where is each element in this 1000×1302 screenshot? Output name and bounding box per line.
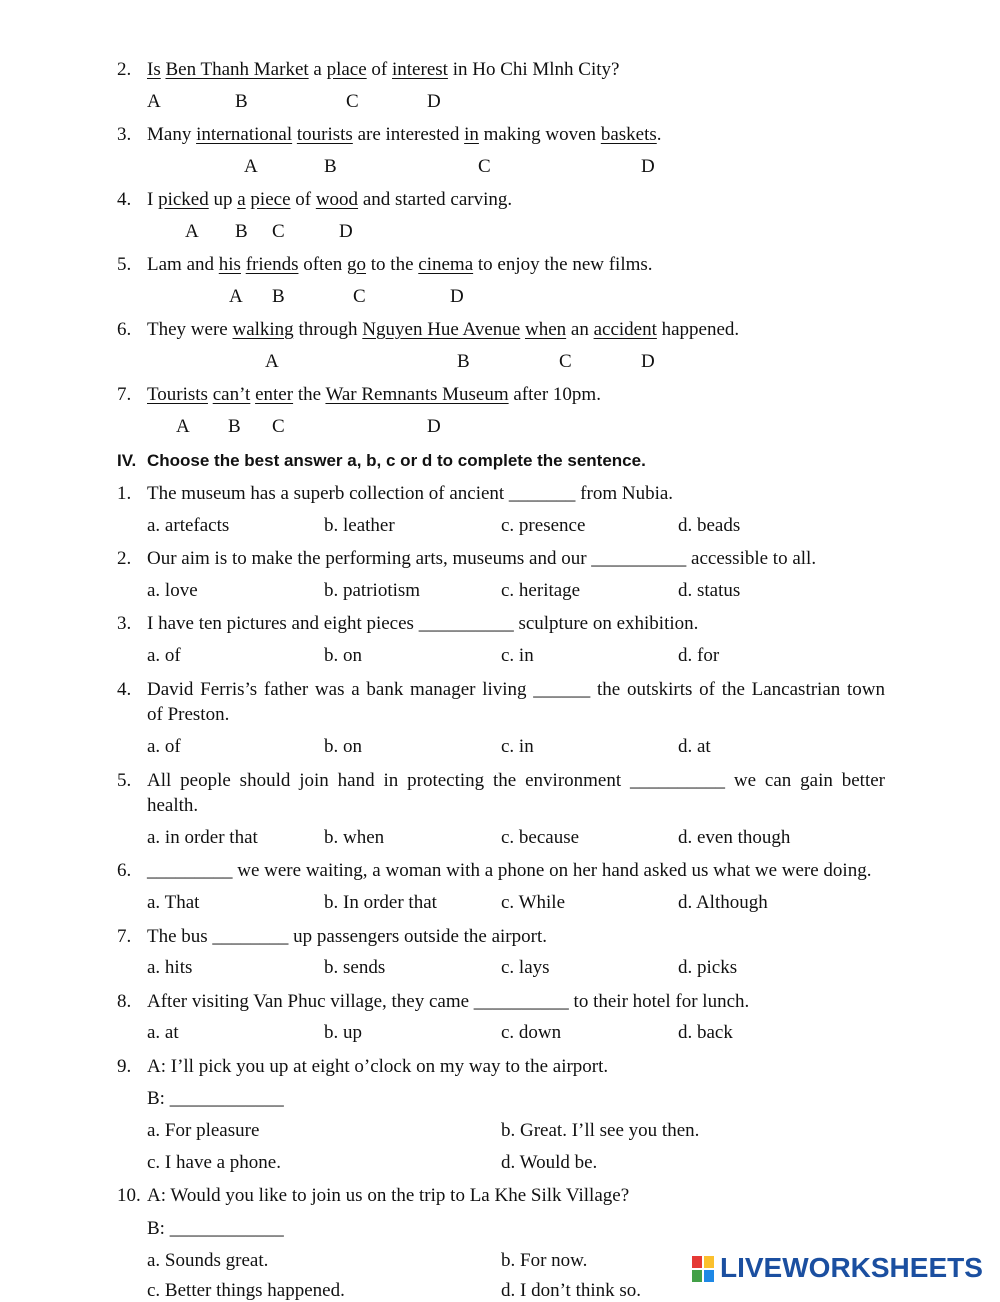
underlined-segment: when <box>524 319 567 340</box>
logo-square <box>704 1256 714 1268</box>
underlined-segment: can’t <box>212 384 251 405</box>
option-b[interactable]: b. In order that <box>324 892 437 913</box>
option-letter: A <box>229 286 243 307</box>
option-a[interactable]: a. hits <box>147 957 193 978</box>
option-a[interactable]: a. in order that <box>147 827 258 848</box>
underlined-segment: place <box>326 59 367 80</box>
s3-sentence <box>147 123 662 147</box>
option-letter: C <box>346 91 359 112</box>
s3-sentence <box>147 253 653 277</box>
option-letter: D <box>450 286 464 307</box>
section4-heading: IV. Choose the best answer a, b, c or d to complete the sentence. <box>117 451 646 470</box>
option-d[interactable]: d. for <box>678 645 720 666</box>
option-letter: C <box>353 286 366 307</box>
option-a[interactable]: a. That <box>147 892 200 913</box>
text-segment: making woven <box>478 124 601 145</box>
reply-blank[interactable]: B: ____________ <box>147 1088 284 1109</box>
option-d[interactable]: d. picks <box>678 957 738 978</box>
underlined-segment: piece <box>250 189 291 210</box>
option-letter: D <box>339 221 353 242</box>
s3-sentence <box>147 318 739 342</box>
option-c[interactable]: c. in <box>501 736 534 757</box>
underlined-segment: Nguyen Hue Avenue <box>362 319 521 340</box>
option-c[interactable]: c. heritage <box>501 580 581 601</box>
text-segment: the <box>293 384 326 405</box>
option-letter: B <box>235 221 248 242</box>
option-letter: D <box>427 416 441 437</box>
option-a[interactable]: a. of <box>147 736 181 757</box>
option-a[interactable]: a. Sounds great. <box>147 1250 269 1271</box>
option-letter: B <box>235 91 248 112</box>
text-segment: Many <box>147 124 197 145</box>
text-segment: Lam and <box>147 254 219 275</box>
logo-text: LIVEWORKSHEETS <box>720 1252 983 1283</box>
option-letter: C <box>272 416 285 437</box>
s3-sentence <box>147 188 512 212</box>
option-letter: C <box>559 351 572 372</box>
underlined-segment: a <box>237 189 246 210</box>
option-a[interactable]: a. love <box>147 580 198 601</box>
text-segment: a <box>308 59 327 80</box>
underlined-segment: his <box>218 254 241 275</box>
option-d[interactable]: d. status <box>678 580 741 601</box>
option-letter: A <box>176 416 190 437</box>
option-a[interactable]: a. artefacts <box>147 515 230 536</box>
liveworksheets-logo <box>692 1252 983 1284</box>
text-segment: after 10pm. <box>508 384 601 405</box>
underlined-segment: tourists <box>296 124 353 145</box>
option-letter: A <box>265 351 279 372</box>
option-d[interactable]: d. Although <box>678 892 768 913</box>
option-d[interactable]: d. beads <box>678 515 741 536</box>
underlined-segment: friends <box>245 254 299 275</box>
option-b[interactable]: b. on <box>324 736 362 757</box>
underlined-segment: War Remnants Museum <box>325 384 509 405</box>
text-segment: of <box>366 59 392 80</box>
underlined-segment: walking <box>232 319 294 340</box>
underlined-segment: wood <box>315 189 359 210</box>
s3-sentence <box>147 383 601 407</box>
text-segment: through <box>293 319 363 340</box>
s3-sentence <box>147 58 619 82</box>
text-segment: in Ho Chi Mlnh City? <box>447 59 620 80</box>
option-c[interactable]: c. in <box>501 645 534 666</box>
option-b[interactable]: b. leather <box>324 515 395 536</box>
text-segment: to the <box>366 254 419 275</box>
text-segment: and started carving. <box>358 189 513 210</box>
option-letter: A <box>244 156 258 177</box>
option-letter: B <box>457 351 470 372</box>
option-b[interactable]: b. sends <box>324 957 386 978</box>
option-letter: C <box>272 221 285 242</box>
text-segment: of <box>290 189 316 210</box>
text-segment: I <box>147 189 159 210</box>
option-letter: B <box>272 286 285 307</box>
text-segment: happened. <box>656 319 740 340</box>
underlined-segment: go <box>347 254 367 275</box>
reply-blank[interactable]: B: ____________ <box>147 1218 284 1239</box>
text-segment: are interested <box>352 124 465 145</box>
option-c[interactable]: c. lays <box>501 957 550 978</box>
text-segment: often <box>298 254 348 275</box>
option-c[interactable]: c. I have a phone. <box>147 1152 281 1173</box>
option-c[interactable]: c. because <box>501 827 580 848</box>
option-a[interactable]: a. For pleasure <box>147 1120 260 1141</box>
underlined-segment: Is <box>147 59 161 80</box>
option-letter: C <box>478 156 491 177</box>
text-segment: up <box>208 189 238 210</box>
option-b[interactable]: b. patriotism <box>324 580 421 601</box>
option-b[interactable]: b. up <box>324 1022 362 1043</box>
option-a[interactable]: a. of <box>147 645 181 666</box>
logo-mark-icon <box>692 1254 716 1282</box>
text-segment: . <box>656 124 662 145</box>
underlined-segment: in <box>464 124 479 145</box>
option-letter: B <box>324 156 337 177</box>
underlined-segment: Ben Thanh Market <box>165 59 309 80</box>
option-letter: A <box>185 221 199 242</box>
underlined-segment: international <box>196 124 293 145</box>
underlined-segment: cinema <box>418 254 474 275</box>
option-c[interactable]: c. down <box>501 1022 562 1043</box>
underlined-segment: baskets <box>600 124 657 145</box>
option-letter: B <box>228 416 241 437</box>
option-d[interactable]: d. Would be. <box>501 1152 598 1173</box>
text-segment: to enjoy the new films. <box>473 254 653 275</box>
logo-square <box>704 1270 714 1282</box>
logo-square <box>692 1270 702 1282</box>
option-letter: D <box>427 91 441 112</box>
underlined-segment: accident <box>593 319 657 340</box>
option-d[interactable]: d. back <box>678 1022 733 1043</box>
option-b[interactable]: b. For now. <box>501 1250 588 1271</box>
option-b[interactable]: b. when <box>324 827 385 848</box>
option-c[interactable]: c. While <box>501 892 566 913</box>
option-b[interactable]: b. on <box>324 645 362 666</box>
underlined-segment: interest <box>392 59 448 80</box>
option-c[interactable]: c. Better things happened. <box>147 1280 345 1301</box>
underlined-segment: picked <box>158 189 209 210</box>
option-d[interactable]: d. I don’t think so. <box>501 1280 642 1301</box>
option-letter: D <box>641 156 655 177</box>
text-segment: an <box>566 319 594 340</box>
underlined-segment: Tourists <box>147 384 208 405</box>
option-d[interactable]: d. even though <box>678 827 791 848</box>
text-segment: They were <box>147 319 233 340</box>
option-d[interactable]: d. at <box>678 736 711 757</box>
worksheet-page: 2. Is Ben Thanh Market a place of interest in Ho Chi Mlnh City? A B C D 3. Many international tourists are interested in making woven baskets. A B C D 4. I picked up a piece of wood and started carving. A B C D 5. Lam and his friends often go to the cinema to enjoy the new films. A B C D 6. They were walking through Nguyen Hue Avenue when an accident happened. A B C D 7. Tourists can’t enter the War Remnants Museum after 10pm. A B C D IV. Choose the best answer a, b, c or d to complete the sentence. 1. The museum has a superb collection of ancient _______ from Nubia. a. artefacts b. leather c. presence d. beads 2. Our aim is to make the performing arts, museums and our __________ accessible to all. a. love b. patriotism c. heritage d. status 3. I have ten pictures and eight pieces __________ sculpture on exhibition. a. of b. on c. in d. for 4. David Ferris’s father was a bank manager living ______ the outskirts of the Lancastrian town of Preston. a. of b. on c. in d. at 5. All people should join hand in protecting the environment __________ we can gain better health. a. in order that b. when c. because d. even though 6. _________ we were waiting, a woman with a phone on her hand asked us what we were doing. a. That b. In order that c. While d. Although 7. The bus ________ up passengers outside the airport. a. hits b. sends c. lays d. picks 8. After visiting Van Phuc village, they came __________ to their hotel for lunch. a. at b. up c. down d. back 9. A: I’ll pick you up at eight o’clock on my way to the airport. B: ____________ a. For pleasure b. Great. I’ll see you then. c. I have a phone. d. Would be. 10. A: Would you like to join us on the trip to La Khe Silk Village? B: ____________ a. Sounds great. b. For now. c. Better things happened. d. I don’t think so. LIVEWORKSHEETS <box>117 59 983 1301</box>
option-b[interactable]: b. Great. I’ll see you then. <box>501 1120 700 1141</box>
option-c[interactable]: c. presence <box>501 515 586 536</box>
option-a[interactable]: a. at <box>147 1022 179 1043</box>
logo-square <box>692 1256 702 1268</box>
option-letter: A <box>147 91 161 112</box>
underlined-segment: enter <box>255 384 294 405</box>
option-letter: D <box>641 351 655 372</box>
